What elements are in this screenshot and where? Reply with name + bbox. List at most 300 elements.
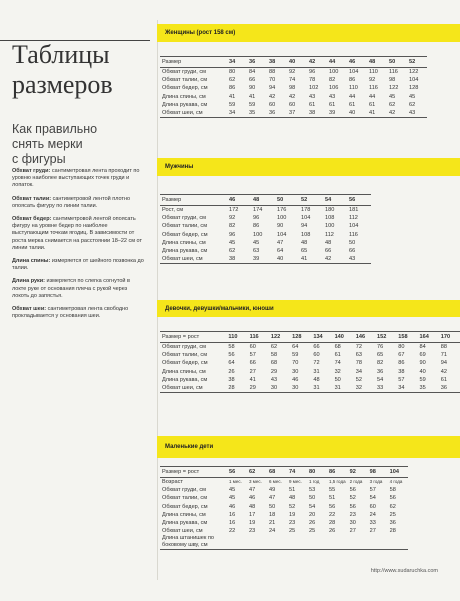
table-cell: 104 [349,223,359,230]
title-line: размеров [12,70,113,99]
table-cell: 98 [389,77,396,84]
table-cell: 80 [229,69,236,75]
table-cell: 122 [409,69,419,75]
table-cell: 64 [292,344,299,350]
section-label: Маленькие дети [165,444,214,450]
table-cell: 41 [229,93,236,100]
header-cell: 140 [333,332,354,343]
table-row [160,535,408,550]
size-table-babies [160,466,408,550]
header-cell: 42 [307,57,327,68]
table-row [160,384,460,393]
table-cell: 19 [249,520,256,527]
table-cell: 56 [228,352,235,359]
table-cell: 32 [354,384,375,393]
row-label: Обхват талии, см [162,352,208,359]
row-label: Обхват груди, см [162,215,207,222]
table-cell: 25 [309,528,316,535]
header-label: Размер = рост [160,332,226,343]
row-label: Обхват бедер, см [162,503,208,510]
definition-term: Обхват бедер: [12,216,52,223]
table-cell: 47 [249,487,256,494]
header-cell: 54 [323,195,347,206]
table-cell: 45 [409,93,416,100]
table-cell: 178 [301,207,311,213]
header-cell: 52 [299,195,323,206]
table-cell: 57 [398,376,405,383]
table-cell: 41 [299,255,323,264]
table-cell: 24 [369,511,376,518]
subheader-cell: 2 года [349,479,363,484]
page-subtitle [12,122,97,167]
table-cell: 58 [389,487,396,494]
table-cell: 92 [229,215,236,222]
table-cell: 45 [229,487,236,494]
table-cell: 42 [269,93,276,100]
table-cell: 31 [311,384,332,393]
table-cell: 45 [253,239,260,246]
table-cell: 34 [227,109,247,118]
table-cell: 42 [289,93,296,100]
table-cell: 35 [418,384,439,393]
table-row [160,214,371,222]
table-header-row [160,332,460,343]
table-cell: 25 [289,528,296,535]
table-cell: 94 [301,223,308,230]
row-label: Длина штанишек по боковому шву, см [160,535,227,550]
table-cell: 60 [289,101,296,108]
definitions [12,168,144,326]
table-cell: 61 [440,376,447,383]
table-cell: 61 [334,352,341,359]
table-cell: 90 [249,85,256,92]
title-line: Таблицы [12,40,110,69]
definition-term: Обхват талии: [12,195,52,202]
definition-text: сантиметровая лента свободно прокладывается у основания шеи. [12,306,129,320]
table-header-row [160,467,408,478]
table-cell: 104 [349,69,359,75]
header-label: Размер = рост [160,467,227,478]
table-cell: 90 [277,223,284,230]
table-cell: 84 [249,69,256,75]
table-cell: 104 [277,231,287,238]
table-cell: 43 [329,93,336,100]
subheader-label: Возраст [162,479,183,485]
table-cell: 70 [292,360,299,367]
section-label: Мужчины [165,164,194,170]
table-row [160,511,408,519]
table-row [160,351,460,359]
table-row [160,486,408,494]
row-label: Обхват шеи, см [160,384,226,393]
section-banner-men [157,158,460,176]
definition [12,168,144,190]
table-cell: 66 [349,248,356,255]
table-cell: 112 [325,231,334,238]
row-label: Обхват талии, см [162,77,208,84]
header-cell: 50 [275,195,299,206]
table-cell: 116 [389,69,398,75]
table-cell: 50 [334,376,341,383]
table-cell: 67 [398,352,405,359]
table-cell: 90 [419,360,426,367]
header-cell: 134 [311,332,332,343]
table-cell: 48 [249,503,256,510]
table-row [160,519,408,527]
definition-term: Длина руки: [12,278,46,285]
table-cell [327,535,348,550]
table-cell: 42 [440,368,447,375]
table-cell: 45 [389,93,396,100]
table-cell: 63 [253,248,260,255]
table-cell: 44 [349,93,356,100]
table-cell: 51 [329,495,336,502]
table-cell: 43 [309,93,316,100]
table-cell: 46 [249,495,256,502]
header-cell: 128 [290,332,311,343]
table-cell: 47 [269,495,276,502]
table-cell: 62 [270,344,278,350]
watermark: http://www.sudaruchka.com [370,568,438,574]
table-cell: 72 [355,344,363,350]
definition-text: измеряется по слегка согнутой в локте руке от основания плеча с рукой через локоть до запястья. [12,278,130,299]
table-cell: 58 [228,344,235,350]
table-cell: 122 [389,85,399,92]
header-cell: 116 [248,332,269,343]
table-cell: 104 [301,215,311,222]
table-cell: 66 [249,360,256,367]
table-cell: 65 [301,248,308,255]
table-cell: 72 [313,360,320,367]
row-label: Длина спины, см [162,368,206,375]
table-cell: 35 [247,109,267,118]
table-cell: 29 [248,384,269,393]
table-cell: 23 [289,520,296,527]
row-label: Длина рукава, см [162,520,208,527]
table-row [160,343,460,352]
table-cell: 27 [369,528,376,535]
table-row [160,503,408,511]
table-cell: 59 [249,101,256,108]
table-cell: 36 [439,384,460,393]
table-cell: 53 [309,487,316,494]
definition-text: измеряется от шейного позвонка до талии. [12,258,144,272]
table-cell: 63 [355,352,363,359]
table-cell [368,535,388,550]
table-cell: 56 [329,503,336,510]
row-label: Обхват груди, см [162,344,207,350]
table-row [160,239,371,247]
table-cell: 30 [290,384,311,393]
table-cell: 30 [269,384,290,393]
row-label: Обхват талии, см [162,223,208,230]
table-cell: 27 [249,368,256,375]
table-cell: 108 [301,231,311,238]
header-cell: 40 [287,57,307,68]
table-cell [227,535,247,550]
table-cell: 46 [229,503,236,510]
table-cell: 110 [349,85,358,92]
row-label: Обхват бедер, см [162,360,208,367]
table-row [160,206,371,215]
table-cell: 26 [329,528,336,535]
subheader-cell: 3 мес. [249,479,262,484]
table-cell: 29 [270,368,278,375]
size-table-kids [160,331,460,393]
table-cell: 23 [349,511,356,518]
table-cell: 176 [277,207,287,213]
table-cell: 68 [334,344,341,350]
table-cell: 50 [349,239,356,246]
table-cell: 28 [329,520,336,527]
table-cell: 51 [289,487,296,494]
table-cell: 86 [253,223,260,230]
table-cell: 92 [289,69,296,75]
table-cell: 71 [440,352,447,359]
header-cell: 152 [375,332,396,343]
table-cell: 36 [267,109,287,118]
definition [12,258,144,272]
table-cell: 96 [253,215,260,222]
header-cell: 44 [327,57,347,68]
table-subheader-row [160,478,408,487]
table-cell: 34 [396,384,417,393]
table-cell [287,535,307,550]
table-cell: 62 [389,101,396,108]
table-cell: 56 [349,487,356,494]
header-cell: 110 [226,332,247,343]
table-cell: 54 [377,376,384,383]
table-cell: 128 [409,85,419,92]
table-cell: 78 [355,360,363,367]
header-cell: 46 [227,195,251,206]
table-cell: 74 [334,360,341,367]
table-row [160,527,408,535]
table-cell [267,535,287,550]
table-cell: 96 [309,69,316,75]
table-cell: 41 [249,93,256,100]
table-cell: 58 [270,352,278,359]
table-cell: 59 [419,376,426,383]
row-label: Обхват шеи, см [160,109,227,118]
table-cell: 38 [228,376,235,383]
row-label: Обхват бедер, см [162,85,208,92]
table-cell: 50 [309,495,316,502]
table-cell: 42 [323,255,347,264]
header-cell: 52 [407,57,427,68]
header-cell: 98 [368,467,388,478]
table-cell: 38 [398,368,405,375]
table-cell: 36 [377,368,384,375]
subtitle-line: снять мерки [12,137,83,151]
table-cell: 61 [309,101,316,108]
table-cell: 39 [327,109,347,118]
table-cell: 45 [229,495,236,502]
table-cell: 30 [292,368,299,375]
header-label: Размер [160,195,227,206]
table-cell: 21 [269,520,276,527]
table-row [160,93,427,101]
header-cell: 56 [347,195,371,206]
table-cell: 54 [309,503,316,510]
table-cell: 62 [229,77,236,84]
table-cell: 19 [289,511,296,518]
header-cell: 38 [267,57,287,68]
table-cell: 22 [229,528,236,535]
table-cell: 62 [389,503,396,510]
table-cell: 52 [349,495,356,502]
table-cell: 31 [333,384,354,393]
table-cell: 78 [309,77,316,84]
header-cell: 48 [251,195,275,206]
table-cell: 48 [301,239,308,246]
table-cell: 92 [369,77,376,84]
subheader-cell: 3 года [369,479,383,484]
table-cell: 86 [398,360,405,367]
table-cell: 64 [277,248,284,255]
header-cell: 48 [367,57,387,68]
subheader-cell: 9 мес. [289,479,302,484]
header-cell: 104 [388,467,408,478]
table-header-row [160,57,427,68]
table-cell: 66 [249,77,256,84]
table-cell: 172 [229,207,239,213]
table-cell: 38 [307,109,327,118]
table-cell: 36 [389,520,396,527]
table-row [160,84,427,92]
definition-text: сантиметровой лентой опоясать фигуру на уровне бедер по наиболее выступающим точкам ягодиц. В зависимости от роста мерка снимается на расстоянии 18–22 см от линии талии. [12,216,142,251]
row-label: Длина рукава, см [162,376,208,383]
table-cell: 62 [409,101,416,108]
row-label: Обхват груди, см [162,69,207,75]
definition [12,196,144,210]
table-cell: 33 [375,384,396,393]
table-cell: 94 [440,360,447,367]
table-cell: 43 [407,109,427,118]
table-cell [388,535,408,550]
definition-term: Обхват шеи: [12,306,47,313]
table-cell: 60 [369,503,376,510]
table-cell: 16 [229,520,236,527]
table-cell: 96 [229,231,236,238]
table-cell: 34 [355,368,363,375]
subheader-cell: 1 мес. [229,479,242,484]
table-cell: 46 [292,376,299,383]
table-cell: 18 [269,511,276,518]
table-cell: 40 [419,368,426,375]
table-cell: 69 [419,352,426,359]
header-cell: 74 [287,467,307,478]
table-cell: 88 [269,69,276,75]
table-row [160,222,371,230]
table-cell: 24 [269,528,276,535]
table-cell: 59 [229,101,236,108]
row-label: Длина спины, см [162,239,206,246]
page-title [12,40,113,100]
table-cell: 102 [309,85,319,92]
definition [12,306,144,320]
header-cell: 62 [247,467,267,478]
table-cell: 68 [270,360,278,367]
row-label: Длина спины, см [162,93,206,100]
section-label: Женщины (рост 158 см) [165,30,236,36]
table-cell: 82 [229,223,236,230]
table-cell: 27 [349,528,356,535]
table-row [160,76,427,84]
table-cell: 61 [369,101,376,108]
table-cell: 54 [369,495,376,502]
table-cell [348,535,368,550]
table-row [160,359,460,367]
table-cell: 56 [389,495,396,502]
header-cell: 36 [247,57,267,68]
row-label: Обхват шеи, см [162,528,203,535]
table-cell: 66 [325,248,332,255]
table-cell: 104 [409,77,419,84]
table-cell: 38 [227,255,251,264]
table-cell: 22 [329,511,336,518]
table-cell: 26 [309,520,316,527]
table-row [160,494,408,502]
definition-text: сантиметровая лента проходит по уровню наиболее выступающих точек груди и лопаток. [12,168,140,189]
row-label: Длина рукава, см [162,248,208,255]
table-cell: 100 [325,223,335,230]
table-cell: 61 [329,101,336,108]
header-cell: 122 [269,332,290,343]
table-cell: 60 [313,352,320,359]
header-cell: 46 [347,57,367,68]
size-table-women [160,56,427,118]
table-cell: 76 [377,344,384,350]
table-cell: 57 [249,352,256,359]
table-cell: 48 [313,376,320,383]
size-table-men [160,194,371,264]
table-cell: 110 [369,69,378,75]
row-label: Рост, см [162,207,184,213]
row-label: Длина рукава, см [162,101,208,108]
table-cell: 49 [269,487,276,494]
row-label: Обхват бедер, см [162,231,208,238]
table-cell: 61 [349,101,356,108]
table-cell: 94 [269,85,276,92]
definition-term: Длина спины: [12,258,51,265]
table-cell: 86 [349,77,356,84]
table-cell: 60 [249,344,256,350]
table-cell: 64 [228,360,235,367]
table-cell: 84 [419,344,426,350]
table-cell: 60 [269,101,276,108]
table-cell: 41 [249,376,256,383]
table-cell: 174 [253,207,263,213]
table-cell: 48 [325,239,332,246]
table-cell: 40 [347,109,367,118]
table-cell: 100 [253,231,263,238]
table-cell: 48 [289,495,296,502]
table-cell: 52 [289,503,296,510]
header-cell: 86 [327,467,348,478]
table-cell: 180 [325,207,335,213]
subtitle-line: Как правильно [12,122,98,136]
table-cell: 52 [355,376,363,383]
table-cell: 30 [349,520,356,527]
definition-term: Обхват груди: [12,168,51,174]
subheader-cell: 4 года [389,479,403,484]
table-cell: 28 [389,528,396,535]
table-cell: 65 [377,352,384,359]
table-cell: 39 [251,255,275,264]
table-cell: 181 [349,207,359,213]
row-label: Обхват груди, см [162,487,207,494]
